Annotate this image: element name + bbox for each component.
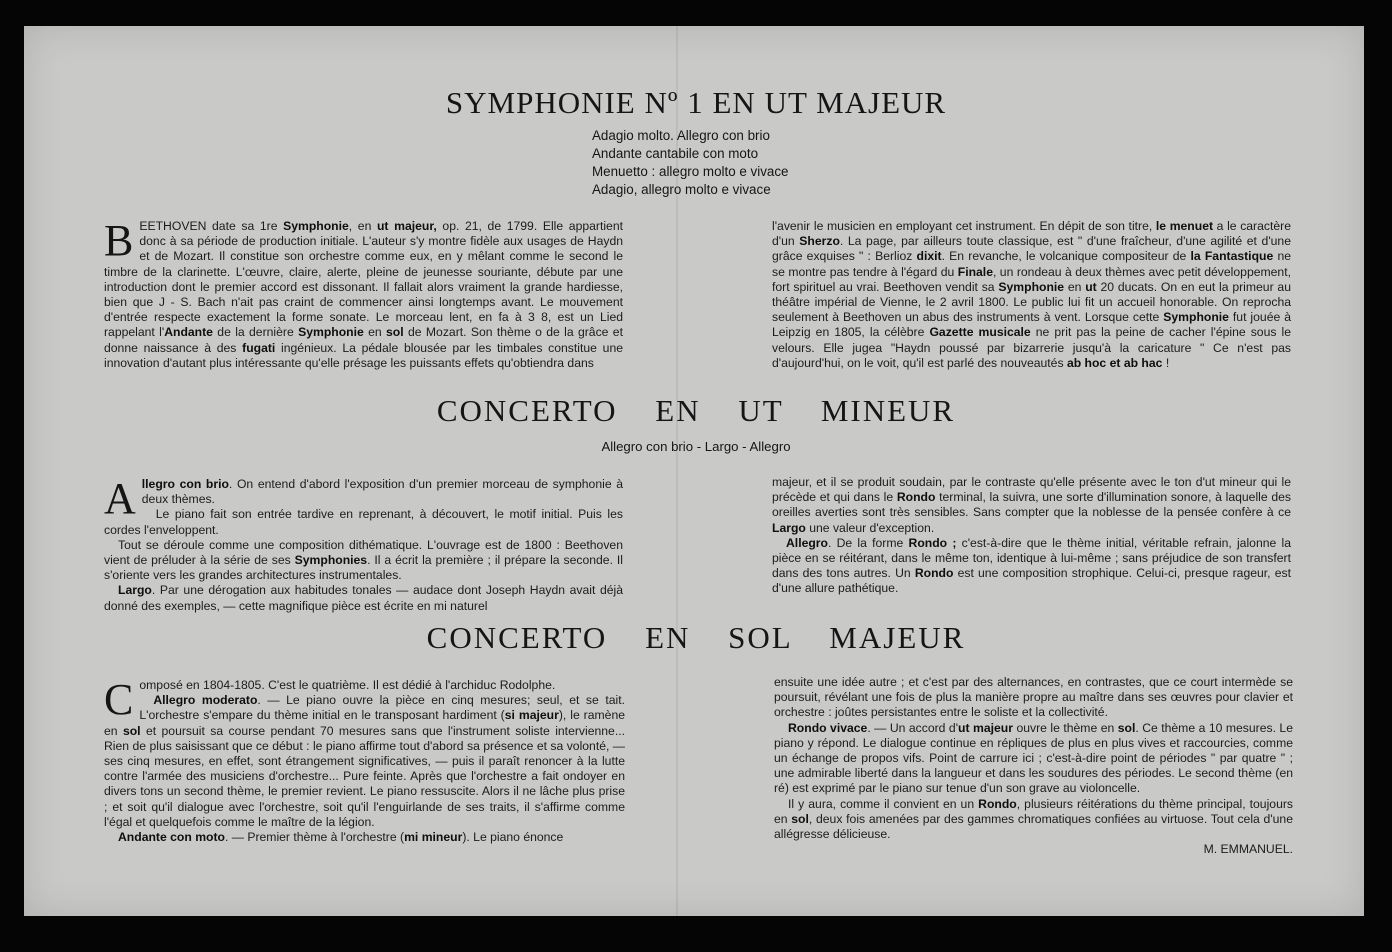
symphony-text-right: l'avenir le musicien en employant cet instrument. En dépit de son titre, le menuet a le caractère d'un Sherzo. La page, par ailleurs toute classique, est " d'une fraîcheur, d'une agilité et d'une grâce exquises " : Berlioz dixit. En revanche, le volcanique compositeur de la Fantastique ne se montre pas tendre à l'égard du Finale, un rondeau à deux thèmes avec petit développement, fort spirituel au vrai. Beethoven vendit sa Symphonie en ut 20 ducats. On en eut la primeur au théâtre impérial de Vienne, le 2 avril 1800. Le public lui fit un accueil honorable. On reprocha seulement à Beethoven un abus des instruments à vent. Lorsque cette Symphonie fut jouée à Leipzig en 1805, la célèbre Gazette musicale ne prit pas la peine de cacher l'épine sous le velours. Elle jugea "Haydn poussé par bizarrerie jusqu'à la caricature " Ce n'est pas d'aujourd'hui, on le voit, qu'il est parlé des nouveautés ab hoc et ab hac !: [772, 219, 1292, 370]
symphony-title: SYMPHONIE Nº 1 EN UT MAJEUR: [445, 85, 947, 120]
concerto-c-minor-movements: Allegro con brio - Largo - Allegro: [601, 439, 791, 454]
symphony-text-left: BEETHOVEN date sa 1re Symphonie, en ut majeur, op. 21, de 1799. Elle appartient donc à sa période de production initiale. L'auteur s'y montre fidèle aux usages de Haydn et de Mozart. Il constitue son orchestre comme eux, en y mêlant comme le second le timbre de la clarinette. L'œuvre, claire, alerte, pleine de jeunesse souriante, débute par une introduction dont le premier accord est dissonant. Il fallait alors vraiment la grande hardiesse, bien que J - S. Bach n'ait pas craint de commencer ainsi longtemps avant. Le mouvement d'entrée respecte exactement la forme sonate. Le morceau lent, en fa à 3 8, est un Lied rappelant l'Andante de la dernière Symphonie en sol de Mozart. Son thème o de la grâce et donne naissance à des fugati ingénieux. La pédale blousée par les timbales constitue une innovation d'autant plus intéressante qu'elle présage les puissants effets qu'obtiendra dans: [104, 216, 624, 370]
movement-2: Andante cantabile con moto: [592, 146, 759, 161]
concerto-g-major-text-right: ensuite une idée autre ; et c'est par des alternances, en contrastes, que ce court intermède se poursuit, révélant une fois de plus la manière propre au maître dans ses œuvres pour clavier et orchestre : joûtes persistantes entre le soliste et la collectivité. Rondo vivace. — Un accord d'ut majeur ouvre le thème en sol. Ce thème a 10 mesures. Le piano y répond. Le dialogue continue en répliques de plus en plus vives et raccourcies, comme un échange de propos vifs. Point de carrure ici ; c'est-à-dire point de périodes " par quatre " ; une admirable liberté dans la langueur et dans les soudures des périodes. Le second thème (en ré) est exprimé par le piano sur tenue d'un son grave au violoncelle. Il y aura, comme il convient en un Rondo, plusieurs réitérations du thème principal, toujours en sol, deux fois amenées par des gammes chromatiques confiées au virtuose. Tout cela d'une allégresse délicieuse. M. EMMANUEL.: [774, 675, 1293, 857]
movement-list: [592, 127, 852, 199]
drop-cap: C: [104, 675, 134, 724]
movement-3: Menuetto : allegro molto e vivace: [592, 164, 789, 179]
concerto-g-major-title: CONCERTO EN SOL MAJEUR: [426, 620, 966, 655]
movement-4: Adagio, allegro molto e vivace: [592, 182, 771, 197]
movement-1: Adagio molto. Allegro con brio: [592, 128, 770, 143]
drop-cap: B: [104, 216, 134, 265]
concerto-c-minor-text-right: majeur, et il se produit soudain, par le contraste qu'elle présente avec le ton d'ut mineur qui le précède et qui dans le Rondo terminal, la suivra, une sorte d'illumination sonore, à laquelle des oreilles averties sont très sensibles. Sans compter que la noblesse de la pensée confère à ce Largo une valeur d'exception. Allegro. De la forme Rondo ; c'est-à-dire que le thème initial, véritable refrain, jalonne la pièce en se réitérant, dans le même ton, identique à lui-même ; sans préjudice de son transfert dans des tons autres. Un Rondo est une composition strophique. Celui-ci, presque rageur, est d'une allure pathétique.: [772, 475, 1291, 596]
concerto-g-major-text-left: Composé en 1804-1805. C'est le quatrième. Il est dédié à l'archiduc Rodolphe. Allegro moderato. — Le piano ouvre la pièce en cinq mesures; seul, et se tait. L'orchestre s'empare du thème initial en le transposant hardiment (si majeur), le ramène en sol et poursuit sa course pendant 70 mesures sans que l'instrument soliste intervienne... Rien de plus saisissant que ce début : le piano affirme tout d'abord sa présence et sa volonté, — ses cinq mesures, en effet, sont étrangement significatives, — puis il paraît renoncer à la lutte contre l'armée des musiciens d'orchestre... Pure feinte. Après que l'orchestre a fait ondoyer en divers tons un second thème, le premier revient. Le piano ressuscite. Alors il ne lâche plus prise ; et soit qu'il dialogue avec l'orchestre, soit qu'il l'enguirlande de ses traits, il s'affirme comme l'égal et quelquefois comme le maître de la légion. Andante con moto. — Premier thème à l'orchestre (mi mineur). Le piano énonce: [104, 675, 625, 845]
concerto-c-minor-text-left: Allegro con brio. On entend d'abord l'exposition d'un premier morceau de symphonie à deux thèmes. Le piano fait son entrée tardive en reprenant, à découvert, le motif initial. Puis les cordes l'enveloppent. Tout se déroule comme une composition dithématique. L'ouvrage est de 1800 : Beethoven vient de préluder à la série de ses Symphonies. Il a écrit la première ; il prépare la seconde. Il s'oriente vers les grandes architectures instrumentales. Largo. Par une dérogation aux habitudes tonales — audace dont Joseph Haydn avait déjà donné des exemples, — cette magnifique pièce est écrite en mi naturel: [104, 474, 624, 613]
drop-cap: A: [104, 474, 136, 523]
concerto-c-minor-title: CONCERTO EN UT MINEUR: [436, 393, 956, 428]
author-signature: M. EMMANUEL.: [1203, 842, 1293, 857]
